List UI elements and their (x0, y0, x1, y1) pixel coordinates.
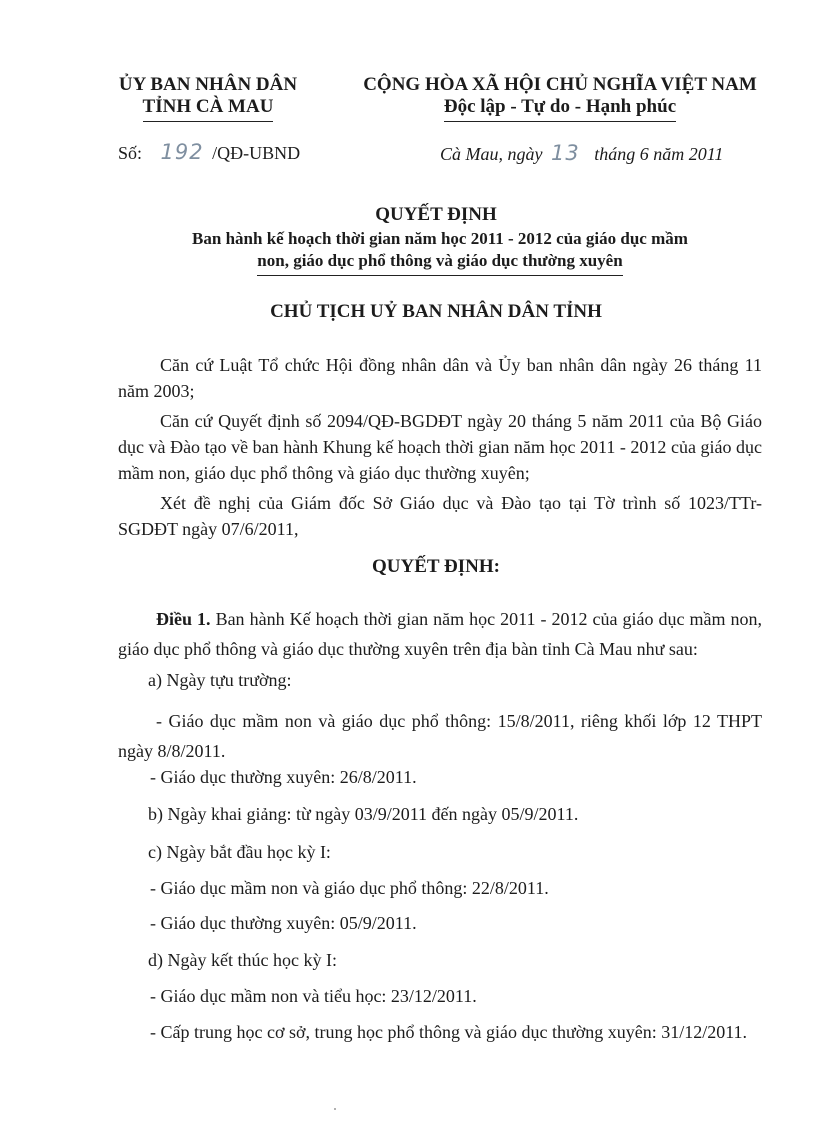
date-suffix: tháng 6 năm 2011 (594, 144, 724, 164)
number-suffix: /QĐ-UBND (212, 143, 301, 163)
article-1-label: Điều 1. (156, 609, 211, 629)
doc-type: QUYẾT ĐỊNH (375, 204, 497, 225)
preamble-proposal: Xét đề nghị của Giám đốc Sở Giáo dục và Đào tạo tại Tờ trình số 1023/TTr-SGDĐT ngày 07/6/2011, (118, 493, 762, 539)
nation-line1: CỘNG HÒA XÃ HỘI CHỦ NGHĨA VIỆT NAM (363, 74, 757, 95)
agency-name (112, 74, 304, 118)
preamble-ministry-decision: Căn cứ Quyết định số 2094/QĐ-BGDĐT ngày 20 tháng 5 năm 2011 của Bộ Giáo dục và Đào tạo về ban hành Khung kế hoạch thời gian năm học 2011 - 2012 của giáo dục mầm non, giáo dục phổ thông và giáo dục thường xuyên; (118, 411, 762, 483)
authority-heading: CHỦ TỊCH UỶ BAN NHÂN DÂN TỈNH (270, 301, 602, 322)
national-motto (350, 74, 770, 118)
item-a-1: - Giáo dục mầm non và giáo dục phổ thông: 15/8/2011, riêng khối lớp 12 THPT ngày 8/8/2011. (118, 711, 762, 761)
document-date (440, 141, 723, 165)
item-b: b) Ngày khai giảng: từ ngày 03/9/2011 đến ngày 05/9/2011. (148, 804, 579, 824)
subject-line2: non, giáo dục phổ thông và giáo dục thường xuyên (257, 251, 623, 270)
number-prefix: Số: (118, 143, 143, 163)
nation-line2: Độc lập - Tự do - Hạnh phúc (443, 96, 677, 117)
article-1 (118, 604, 762, 664)
document-subject (120, 228, 760, 272)
decision-heading: QUYẾT ĐỊNH: (372, 556, 500, 577)
item-c-title: c) Ngày bắt đầu học kỳ I: (148, 842, 331, 862)
number-handwritten: 192 (160, 140, 204, 164)
item-a-title: a) Ngày tựu trường: (148, 670, 292, 690)
article-1-text: Ban hành Kế hoạch thời gian năm học 2011 - 2012 của giáo dục mầm non, giáo dục phổ thông và giáo dục thường xuyên trên địa bàn tỉnh Cà Mau như sau: (118, 609, 763, 659)
item-c-2: - Giáo dục thường xuyên: 05/9/2011. (150, 913, 417, 933)
preamble-law: Căn cứ Luật Tổ chức Hội đồng nhân dân và Ủy ban nhân dân ngày 26 tháng 11 năm 2003; (118, 355, 762, 401)
scan-speck (334, 1108, 336, 1110)
item-d-title: d) Ngày kết thúc học kỳ I: (148, 950, 337, 970)
subject-line1: Ban hành kế hoạch thời gian năm học 2011 - 2012 của giáo dục mầm (192, 229, 688, 248)
item-c-1: - Giáo dục mầm non và giáo dục phổ thông: 22/8/2011. (150, 878, 549, 898)
date-prefix: Cà Mau, ngày (440, 144, 543, 164)
document-number (118, 140, 300, 164)
item-d-2: - Cấp trung học cơ sở, trung học phổ thông và giáo dục thường xuyên: 31/12/2011. (150, 1022, 748, 1042)
agency-line1: ỦY BAN NHÂN DÂN (118, 74, 298, 95)
document-title (100, 204, 772, 226)
item-a-2: - Giáo dục thường xuyên: 26/8/2011. (150, 767, 417, 787)
item-d-1: - Giáo dục mầm non và tiểu học: 23/12/2011. (150, 986, 477, 1006)
agency-line2: TỈNH CÀ MAU (142, 96, 274, 117)
date-day-handwritten: 13 (551, 141, 580, 165)
